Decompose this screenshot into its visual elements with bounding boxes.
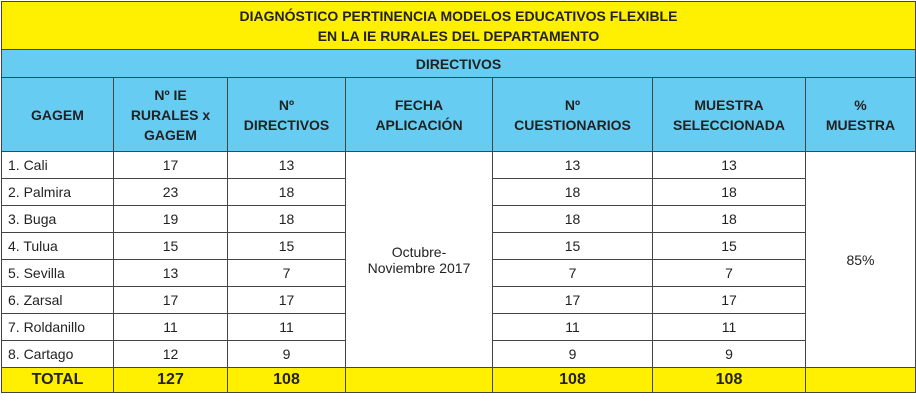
header-gagem: GAGEM xyxy=(2,78,114,152)
header-pct-muestra xyxy=(806,78,916,152)
directivos-cell: 18 xyxy=(228,206,346,233)
ie-rurales-cell: 11 xyxy=(114,314,228,341)
total-ie: 127 xyxy=(114,368,228,393)
directivos-cell: 17 xyxy=(228,287,346,314)
header-muestra-line-2: SELECCIONADA xyxy=(672,116,785,133)
muestra-cell: 13 xyxy=(653,152,806,179)
gagem-name-cell: 2. Palmira xyxy=(2,179,114,206)
section-heading: DIRECTIVOS xyxy=(2,50,916,78)
muestra-cell: 11 xyxy=(653,314,806,341)
directivos-cell: 7 xyxy=(228,260,346,287)
total-pct-empty xyxy=(806,368,916,393)
total-fecha-empty xyxy=(346,368,493,393)
muestra-cell: 15 xyxy=(653,233,806,260)
muestra-cell: 9 xyxy=(653,341,806,368)
cuestionarios-cell: 13 xyxy=(493,152,653,179)
fecha-line-1: Octubre- xyxy=(391,243,447,260)
page-title xyxy=(2,2,916,50)
cuestionarios-cell: 17 xyxy=(493,287,653,314)
ie-rurales-cell: 15 xyxy=(114,233,228,260)
muestra-cell: 17 xyxy=(653,287,806,314)
cuestionarios-cell: 18 xyxy=(493,179,653,206)
cuestionarios-cell: 9 xyxy=(493,341,653,368)
cuestionarios-cell: 18 xyxy=(493,206,653,233)
gagem-name-cell: 7. Roldanillo xyxy=(2,314,114,341)
directivos-cell: 11 xyxy=(228,314,346,341)
directivos-cell: 15 xyxy=(228,233,346,260)
total-cuestionarios: 108 xyxy=(493,368,653,393)
total-muestra: 108 xyxy=(653,368,806,393)
muestra-cell: 18 xyxy=(653,206,806,233)
title-line-2: EN LA IE RURALES DEL DEPARTAMENTO xyxy=(317,27,600,44)
muestra-cell: 7 xyxy=(653,260,806,287)
cuestionarios-cell: 11 xyxy=(493,314,653,341)
gagem-name-cell: 5. Sevilla xyxy=(2,260,114,287)
header-ie-rurales xyxy=(114,78,228,152)
header-pct-line-2: MUESTRA xyxy=(825,116,896,133)
header-pct-line-1: % xyxy=(854,96,867,113)
header-cuest-line-2: CUESTIONARIOS xyxy=(514,116,631,133)
title-line-1: DIAGNÓSTICO PERTINENCIA MODELOS EDUCATIVOS FLEXIBLE xyxy=(239,7,678,24)
gagem-name-cell: 4. Tulua xyxy=(2,233,114,260)
total-directivos: 108 xyxy=(228,368,346,393)
gagem-name-cell: 8. Cartago xyxy=(2,341,114,368)
ie-rurales-cell: 17 xyxy=(114,287,228,314)
header-fecha-line-1: FECHA xyxy=(394,96,444,113)
directivos-cell: 13 xyxy=(228,152,346,179)
table-row xyxy=(2,152,916,179)
header-dir-line-2: DIRECTIVOS xyxy=(243,116,330,133)
fecha-aplicacion-cell xyxy=(346,152,493,368)
ie-rurales-cell: 23 xyxy=(114,179,228,206)
header-fecha xyxy=(346,78,493,152)
header-dir-line-1: Nº xyxy=(278,96,295,113)
ie-rurales-cell: 12 xyxy=(114,341,228,368)
directivos-cell: 18 xyxy=(228,179,346,206)
header-ie-line-3: GAGEM xyxy=(144,126,197,143)
header-cuest-line-1: Nº xyxy=(564,96,581,113)
header-muestra-seleccionada xyxy=(653,78,806,152)
gagem-name-cell: 1. Cali xyxy=(2,152,114,179)
header-fecha-line-2: APLICACIÓN xyxy=(375,116,463,133)
total-label: TOTAL xyxy=(2,368,114,393)
ie-rurales-cell: 17 xyxy=(114,152,228,179)
gagem-name-cell: 3. Buga xyxy=(2,206,114,233)
header-ie-line-1: Nº IE xyxy=(154,86,187,103)
fecha-line-2: Noviembre 2017 xyxy=(367,259,471,276)
directivos-cell: 9 xyxy=(228,341,346,368)
header-muestra-line-1: MUESTRA xyxy=(694,96,764,113)
cuestionarios-cell: 7 xyxy=(493,260,653,287)
pct-muestra-cell: 85% xyxy=(806,152,916,368)
gagem-name-cell: 6. Zarsal xyxy=(2,287,114,314)
ie-rurales-cell: 13 xyxy=(114,260,228,287)
header-ie-line-2: RURALES x xyxy=(130,106,211,123)
cuestionarios-cell: 15 xyxy=(493,233,653,260)
header-cuestionarios xyxy=(493,78,653,152)
header-directivos xyxy=(228,78,346,152)
diagnostic-table xyxy=(1,1,916,393)
ie-rurales-cell: 19 xyxy=(114,206,228,233)
muestra-cell: 18 xyxy=(653,179,806,206)
